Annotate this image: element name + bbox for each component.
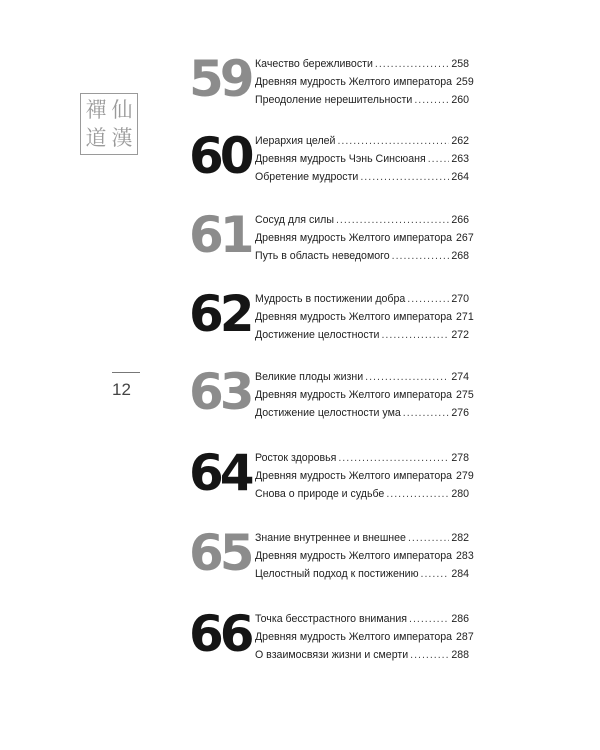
- toc-entry[interactable]: [255, 250, 469, 268]
- entry-title: Качество бережливости: [255, 58, 373, 70]
- entry-title: Росток здоровья: [255, 452, 337, 464]
- leader-dots: [409, 613, 449, 625]
- toc-chapter: [189, 50, 474, 118]
- chapter-number: 61: [189, 206, 251, 264]
- entry-page: 262: [451, 135, 469, 147]
- toc-entry[interactable]: [255, 311, 474, 329]
- entry-page: 266: [451, 214, 469, 226]
- entry-page: 259: [456, 76, 474, 88]
- toc-entry[interactable]: [255, 532, 469, 550]
- leader-dots: [336, 214, 449, 226]
- entry-title: Преодоление нерешительности: [255, 94, 413, 106]
- entry-title: Древняя мудрость Желтого императора: [255, 470, 453, 482]
- toc-chapter: [189, 363, 474, 431]
- leader-dots: [381, 329, 449, 341]
- entry-page: 271: [456, 311, 474, 323]
- leader-dots: [360, 171, 449, 183]
- seal-char: 仙: [111, 97, 133, 122]
- entry-title: О взаимосвязи жизни и смерти: [255, 649, 409, 661]
- entry-title: Древняя мудрость Желтого императора: [255, 389, 453, 401]
- toc-entry[interactable]: [255, 488, 469, 506]
- toc-chapter: [189, 127, 469, 195]
- entry-page: 280: [451, 488, 469, 500]
- toc-entry[interactable]: [255, 550, 474, 568]
- leader-dots: [338, 452, 449, 464]
- entry-page: 264: [451, 171, 469, 183]
- entry-title: Целостный подход к постижению: [255, 568, 419, 580]
- entry-title: Снова о природе и судьбе: [255, 488, 385, 500]
- toc-entry[interactable]: [255, 293, 469, 311]
- entry-title: Древняя мудрость Чэнь Синсюаня: [255, 153, 426, 165]
- toc-entry[interactable]: [255, 649, 469, 667]
- entry-title: Древняя мудрость Желтого императора: [255, 631, 453, 643]
- page-number-rule: [112, 372, 140, 373]
- chapter-number: 63: [189, 363, 251, 421]
- entry-page: 263: [451, 153, 469, 165]
- toc-entry[interactable]: [255, 171, 469, 189]
- entry-page: 284: [451, 568, 469, 580]
- leader-dots: [403, 407, 450, 419]
- chapter-number: 66: [189, 605, 251, 663]
- toc-entry[interactable]: [255, 568, 469, 586]
- toc-entry[interactable]: [255, 470, 474, 488]
- toc-entry[interactable]: [255, 371, 469, 389]
- toc-entry[interactable]: [255, 58, 469, 76]
- entry-page: 278: [451, 452, 469, 464]
- toc-chapter: [189, 605, 474, 673]
- chapter-entries: [255, 293, 474, 347]
- entry-title: Достижение целостности: [255, 329, 380, 341]
- toc-chapter: [189, 285, 474, 353]
- page-number: 12: [112, 380, 131, 399]
- chapter-number: 62: [189, 285, 251, 343]
- toc-entry[interactable]: [255, 329, 469, 347]
- toc-chapter: [189, 524, 474, 592]
- entry-page: 279: [456, 470, 474, 482]
- leader-dots: [414, 94, 449, 106]
- chapter-entries: [255, 532, 474, 586]
- leader-dots: [428, 153, 450, 165]
- toc-entry[interactable]: [255, 613, 469, 631]
- entry-title: Знание внутреннее и внешнее: [255, 532, 406, 544]
- entry-title: Достижение целостности ума: [255, 407, 401, 419]
- entry-page: 260: [451, 94, 469, 106]
- toc-entry[interactable]: [255, 232, 474, 250]
- leader-dots: [386, 488, 449, 500]
- entry-title: Точка бесстрастного внимания: [255, 613, 408, 625]
- entry-title: Обретение мудрости: [255, 171, 359, 183]
- entry-page: 272: [451, 329, 469, 341]
- toc-chapter: [189, 444, 474, 512]
- chapter-entries: [255, 58, 474, 112]
- toc-entry[interactable]: [255, 452, 469, 470]
- entry-page: 270: [451, 293, 469, 305]
- seal-stamp-icon: [80, 93, 138, 155]
- toc-entry[interactable]: [255, 153, 469, 171]
- seal-char: 漢: [111, 125, 133, 150]
- leader-dots: [421, 568, 450, 580]
- entry-title: Древняя мудрость Желтого императора: [255, 311, 453, 323]
- chapter-number: 65: [189, 524, 251, 582]
- entry-page: 282: [451, 532, 469, 544]
- entry-title: Древняя мудрость Желтого императора: [255, 550, 453, 562]
- chapter-entries: [255, 613, 474, 667]
- toc-entry[interactable]: [255, 214, 469, 232]
- leader-dots: [407, 293, 449, 305]
- entry-title: Мудрость в постижении добра: [255, 293, 406, 305]
- toc-chapter: [189, 206, 474, 274]
- chapter-entries: [255, 135, 469, 189]
- leader-dots: [365, 371, 449, 383]
- entry-page: 258: [451, 58, 469, 70]
- entry-page: 268: [451, 250, 469, 262]
- toc-entry[interactable]: [255, 389, 474, 407]
- entry-title: Иерархия целей: [255, 135, 336, 147]
- entry-page: 267: [456, 232, 474, 244]
- toc-entry[interactable]: [255, 407, 469, 425]
- toc-entry[interactable]: [255, 135, 469, 153]
- leader-dots: [337, 135, 449, 147]
- entry-title: Великие плоды жизни: [255, 371, 364, 383]
- entry-page: 274: [451, 371, 469, 383]
- seal-char: 禪: [85, 97, 107, 122]
- chapter-number: 64: [189, 444, 251, 502]
- chapter-entries: [255, 371, 474, 425]
- chapter-entries: [255, 452, 474, 506]
- seal-char: 道: [85, 125, 107, 150]
- entry-title: Сосуд для силы: [255, 214, 334, 226]
- leader-dots: [410, 649, 449, 661]
- leader-dots: [408, 532, 449, 544]
- chapter-number: 59: [189, 50, 251, 108]
- chapter-entries: [255, 214, 474, 268]
- leader-dots: [375, 58, 449, 70]
- entry-page: 286: [451, 613, 469, 625]
- entry-title: Древняя мудрость Желтого императора: [255, 76, 453, 88]
- entry-page: 283: [456, 550, 474, 562]
- entry-page: 276: [451, 407, 469, 419]
- entry-title: Путь в область неведомого: [255, 250, 390, 262]
- toc-entry[interactable]: [255, 76, 474, 94]
- toc-entry[interactable]: [255, 94, 469, 112]
- leader-dots: [392, 250, 450, 262]
- entry-title: Древняя мудрость Желтого императора: [255, 232, 453, 244]
- entry-page: 275: [456, 389, 474, 401]
- entry-page: 288: [451, 649, 469, 661]
- chapter-number: 60: [189, 127, 251, 185]
- toc-entry[interactable]: [255, 631, 474, 649]
- entry-page: 287: [456, 631, 474, 643]
